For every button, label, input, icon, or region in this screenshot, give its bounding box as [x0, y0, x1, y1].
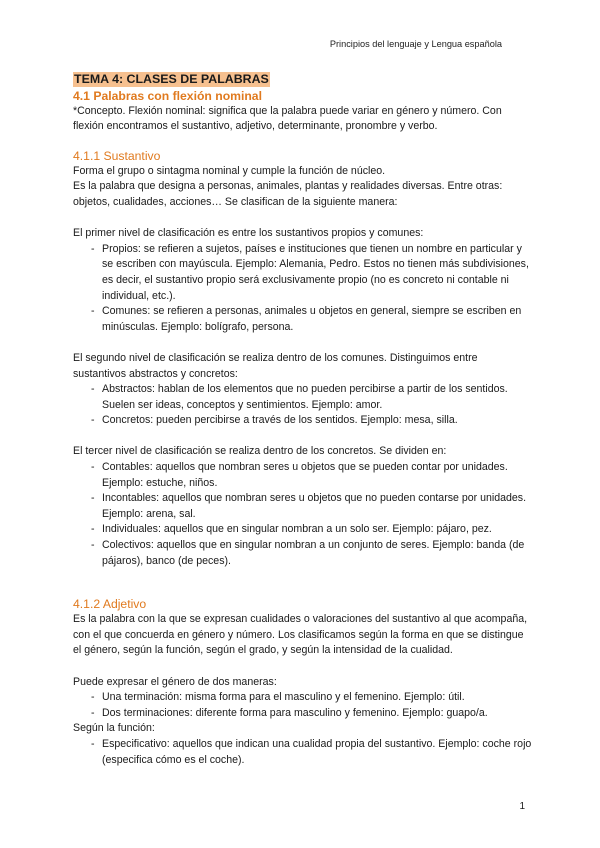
adjetivo-intro: Es la palabra con la que se expresan cualidades o valoraciones del sustantivo al que acompaña, con el que concuerda en género y número. Los clasificamos según la forma en que se distingue el género, según la función, según el grado, y según la intensidad de la cualidad.: [73, 613, 528, 657]
tema-title: TEMA 4: CLASES DE PALABRAS: [74, 72, 269, 86]
list-item: - Abstractos: hablan de los elementos que no pueden percibirse a partir de los sentidos. Suelen ser ideas, conceptos y sentimientos. Ejemplo: amor.: [73, 382, 533, 413]
list-item: - Especificativo: aquellos que indican una cualidad propia del sustantivo. Ejemplo: coche rojo (especifica cómo es el coche).: [73, 737, 533, 768]
list-item: - Propios: se refieren a sujetos, países e instituciones que tienen un nombre en particular y se escriben con mayúscula. Ejemplo: Alemania, Pedro. Estos no tienen más subdivisiones, es decir, el sustantivo propio será exclusivamente propio (no es concreto ni contable ni individual, etc.).: [73, 242, 533, 304]
list-item: - Concretos: pueden percibirse a través de los sentidos. Ejemplo: mesa, silla.: [73, 413, 533, 429]
funcion-intro: Según la función:: [73, 722, 155, 735]
list-item: - Colectivos: aquellos que en singular nombran a un conjunto de seres. Ejemplo: banda (de pájaros), banco (de peces).: [73, 538, 533, 569]
sustantivo-line-2: Es la palabra que designa a personas, animales, plantas y realidades diversas. Entre otras: objetos, cualidades, acciones… Se clasifican de la siguiente manera:: [73, 180, 503, 208]
genero-list: [73, 690, 533, 721]
list-item: - Comunes: se refieren a personas, animales u objetos en general, siempre se escriben en minúsculas. Ejemplo: bolígrafo, persona.: [73, 304, 533, 335]
genero-intro: Puede expresar el género de dos maneras:: [73, 675, 277, 688]
list-item: - Una terminación: misma forma para el masculino y el femenino. Ejemplo: útil.: [73, 690, 533, 706]
nivel-3-list: [73, 460, 533, 569]
page-number: 1: [519, 801, 525, 812]
section-4-1-text: *Concepto. Flexión nominal: significa que la palabra puede variar en género y número. Con flexión encontramos el sustantivo, adjetivo, determinante, pronombre y verbo.: [73, 104, 502, 133]
nivel-2-list: [73, 382, 533, 429]
list-item: - Contables: aquellos que nombran seres u objetos que se pueden contar por unidades. Ejemplo: estuche, niños.: [73, 460, 533, 491]
list-item: - Individuales: aquellos que en singular nombran a un solo ser. Ejemplo: pájaro, pez.: [73, 522, 533, 538]
nivel-1-list: [73, 242, 533, 336]
page-header: Principios del lenguaje y Lengua española: [329, 39, 502, 49]
list-item: - Dos terminaciones: diferente forma para masculino y femenino. Ejemplo: guapo/a.: [73, 706, 533, 722]
list-item: - Incontables: aquellos que nombran seres u objetos que no pueden contarse por unidades. Ejemplo: arena, sal.: [73, 491, 533, 522]
document-body: [73, 72, 533, 768]
nivel-3-intro: El tercer nivel de clasificación se realiza dentro de los concretos. Se dividen en:: [73, 445, 447, 458]
nivel-1-intro: El primer nivel de clasificación es entre los sustantivos propios y comunes:: [73, 227, 424, 240]
section-4-1-title: 4.1 Palabras con flexión nominal: [73, 88, 262, 103]
nivel-2-intro: El segundo nivel de clasificación se realiza dentro de los comunes. Distinguimos entre sustantivos abstractos y concretos:: [73, 351, 478, 380]
sustantivo-line-1: Forma el grupo o sintagma nominal y cumple la función de núcleo.: [73, 164, 386, 177]
section-4-1-2-title: 4.1.2 Adjetivo: [73, 597, 147, 612]
funcion-list: [73, 737, 533, 768]
section-4-1-1-title: 4.1.1 Sustantivo: [73, 148, 161, 163]
